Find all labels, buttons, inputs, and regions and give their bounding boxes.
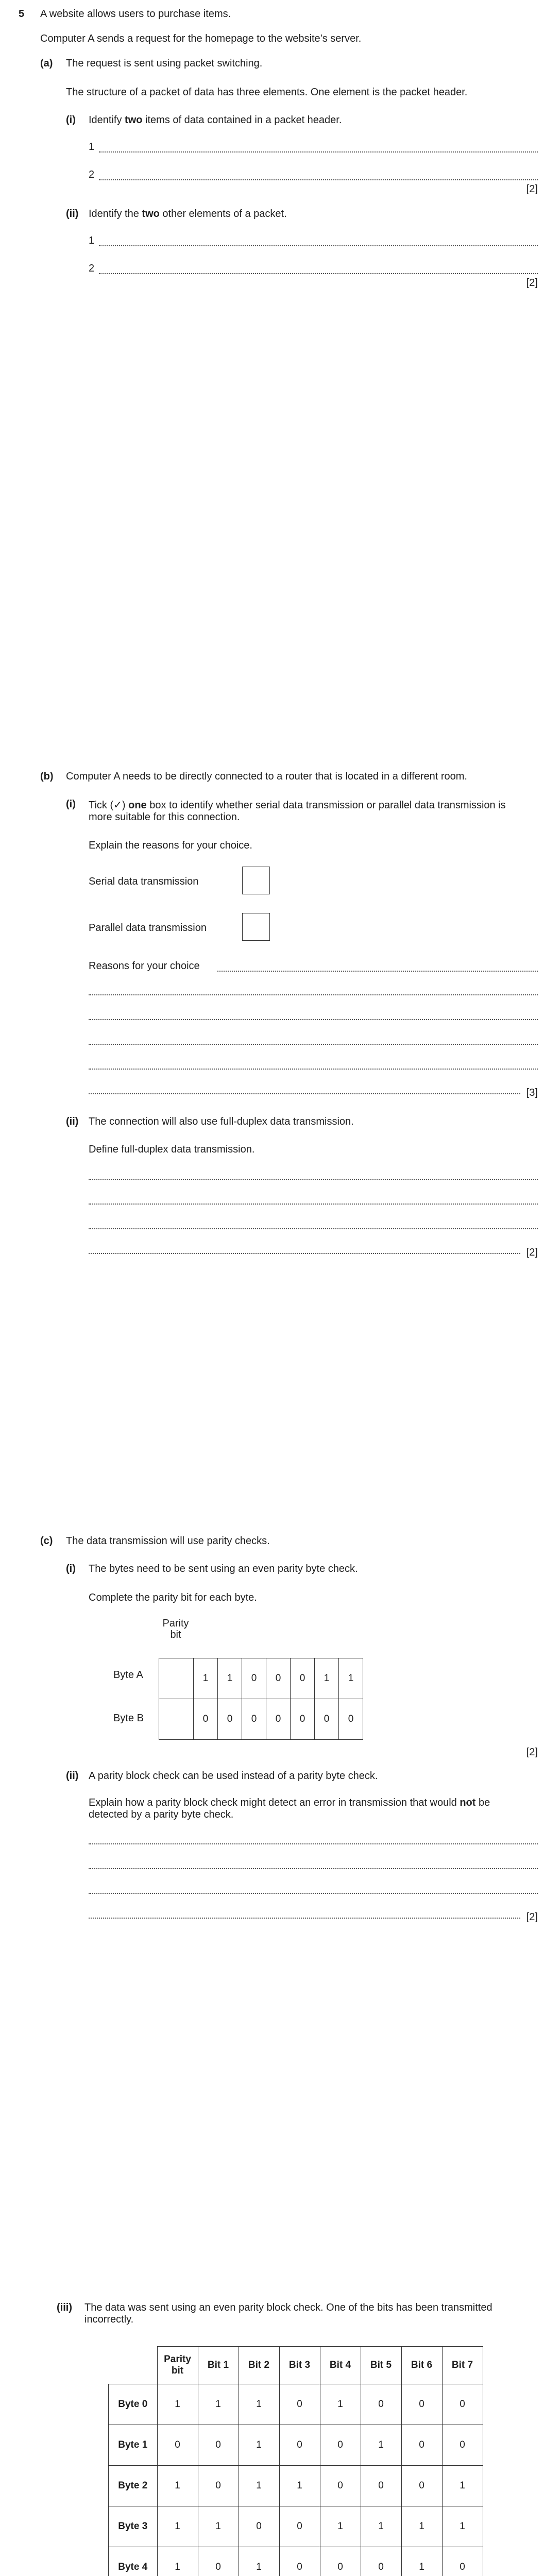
serial-option-label: Serial data transmission [89, 876, 199, 887]
answer-line[interactable] [89, 1179, 538, 1180]
answer-line[interactable] [217, 971, 538, 972]
table-row [109, 2425, 483, 2466]
row-header: Byte 4 [109, 2547, 158, 2576]
table-row [109, 2547, 483, 2576]
bit-cell: 1 [157, 2384, 198, 2425]
column-header: Bit 1 [198, 2347, 239, 2384]
part-b-ii-label: (ii) [66, 1116, 79, 1127]
bit-cell: 0 [198, 2547, 239, 2576]
bit-cell: 0 [320, 2425, 361, 2466]
bit-cell: 1 [361, 2506, 401, 2547]
part-c-i-stem: The bytes need to be sent using an even parity byte check. [89, 1563, 358, 1574]
answer-line[interactable] [89, 1868, 538, 1869]
bit-cell: 0 [291, 1658, 315, 1699]
row-header: Byte 1 [109, 2425, 158, 2466]
table-header-row [109, 2347, 483, 2384]
part-b-ii-stem: The connection will also use full-duplex data transmission. [89, 1116, 354, 1127]
bit-cell: 1 [401, 2506, 442, 2547]
row-header: Byte 3 [109, 2506, 158, 2547]
answer-line[interactable] [89, 1093, 520, 1094]
parity-bit-header: Parity bit [162, 1618, 189, 1640]
answer-line[interactable] [89, 1204, 538, 1205]
answer-line[interactable] [99, 179, 538, 180]
part-b-i-question: Tick (✓) one box to identify whether serial data transmission or parallel data transmission is more suitable for this connection. [89, 800, 506, 823]
byte-b-label: Byte B [113, 1713, 144, 1724]
bit-cell: 0 [442, 2547, 483, 2576]
bit-cell: 0 [198, 2425, 239, 2466]
part-c-ii-label: (ii) [66, 1770, 79, 1782]
answer-line[interactable] [89, 1228, 538, 1229]
answer-number: 1 [89, 235, 95, 246]
bit-cell: 1 [157, 2506, 198, 2547]
parity-block-table [108, 2346, 483, 2576]
parity-bit-answer-cell[interactable] [159, 1658, 194, 1699]
bit-cell: 0 [198, 2466, 239, 2506]
bit-cell: 0 [320, 2466, 361, 2506]
answer-line[interactable] [89, 1044, 538, 1045]
bit-cell: 1 [339, 1658, 363, 1699]
part-c-iii-stem: The data was sent using an even parity block check. One of the bits has been transmitted incorrectly. [84, 2302, 492, 2325]
bit-cell: 1 [157, 2547, 198, 2576]
part-a-label: (a) [40, 58, 53, 69]
bit-cell: 1 [157, 2466, 198, 2506]
marks: [2] [526, 1247, 538, 1258]
parallel-option-label: Parallel data transmission [89, 922, 207, 934]
bit-cell: 0 [279, 2547, 320, 2576]
answer-line[interactable] [89, 1253, 520, 1254]
bit-cell: 0 [401, 2384, 442, 2425]
bit-cell: 0 [279, 2384, 320, 2425]
bit-cell: 0 [279, 2506, 320, 2547]
column-header: Parity bit [157, 2347, 198, 2384]
bit-cell: 0 [194, 1699, 218, 1740]
bit-cell: 1 [239, 2425, 279, 2466]
byte-a-label: Byte A [113, 1669, 143, 1681]
intro-text-2: Computer A sends a request for the homepage to the website’s server. [40, 33, 362, 44]
answer-line[interactable] [89, 1843, 538, 1844]
bit-cell: 0 [401, 2425, 442, 2466]
part-a-i-label: (i) [66, 114, 76, 126]
part-c-ii-stem: A parity block check can be used instead of a parity byte check. [89, 1770, 378, 1782]
bit-cell: 1 [315, 1658, 339, 1699]
table-row [109, 2384, 483, 2425]
bit-cell: 1 [401, 2547, 442, 2576]
bit-cell: 0 [401, 2466, 442, 2506]
part-b-ii-define: Define full-duplex data transmission. [89, 1144, 255, 1155]
question-number: 5 [19, 8, 25, 20]
reasons-label: Reasons for your choice [89, 960, 200, 972]
answer-line[interactable] [99, 273, 538, 274]
bit-cell: 0 [266, 1699, 291, 1740]
answer-number: 2 [89, 169, 95, 180]
bit-cell: 1 [320, 2506, 361, 2547]
bit-cell: 1 [218, 1658, 242, 1699]
marks: [2] [526, 1747, 538, 1758]
bit-cell: 0 [218, 1699, 242, 1740]
answer-number: 1 [89, 141, 95, 152]
serial-tick-box[interactable] [242, 867, 270, 894]
bit-cell: 0 [361, 2466, 401, 2506]
bit-cell: 0 [157, 2425, 198, 2466]
table-row [109, 2506, 483, 2547]
bit-cell: 0 [339, 1699, 363, 1740]
bit-cell: 1 [239, 2547, 279, 2576]
answer-line[interactable] [89, 1893, 538, 1894]
answer-line[interactable] [89, 994, 538, 995]
bit-cell: 0 [361, 2384, 401, 2425]
column-header: Bit 4 [320, 2347, 361, 2384]
answer-line[interactable] [89, 1069, 538, 1070]
bit-cell: 0 [442, 2425, 483, 2466]
bit-cell: 0 [266, 1658, 291, 1699]
part-c-i-instruction: Complete the parity bit for each byte. [89, 1592, 257, 1603]
table-row [159, 1699, 363, 1740]
bit-cell: 1 [239, 2466, 279, 2506]
bit-cell: 1 [198, 2384, 239, 2425]
bit-cell: 1 [361, 2425, 401, 2466]
parity-bit-answer-cell[interactable] [159, 1699, 194, 1740]
bit-cell: 1 [239, 2384, 279, 2425]
column-header: Bit 6 [401, 2347, 442, 2384]
bit-cell: 1 [442, 2506, 483, 2547]
part-a-stem: The request is sent using packet switching. [66, 58, 263, 69]
bit-cell: 1 [194, 1658, 218, 1699]
answer-line[interactable] [99, 245, 538, 246]
part-c-stem: The data transmission will use parity checks. [66, 1535, 270, 1547]
marks: [2] [526, 277, 538, 289]
bit-cell: 0 [442, 2384, 483, 2425]
bit-cell: 0 [242, 1699, 266, 1740]
part-b-i-label: (i) [66, 799, 76, 810]
part-a-ii-label: (ii) [66, 208, 79, 219]
bit-cell: 0 [361, 2547, 401, 2576]
table-row [109, 2466, 483, 2506]
intro-text: A website allows users to purchase items. [40, 8, 231, 20]
bit-cell: 0 [242, 1658, 266, 1699]
part-b-stem: Computer A needs to be directly connected to a router that is located in a different room. [66, 771, 467, 782]
marks: [3] [526, 1087, 538, 1098]
bit-cell: 1 [320, 2384, 361, 2425]
bit-cell: 0 [279, 2425, 320, 2466]
parallel-tick-box[interactable] [242, 913, 270, 941]
marks: [2] [526, 183, 538, 195]
row-header: Byte 0 [109, 2384, 158, 2425]
bit-cell: 0 [315, 1699, 339, 1740]
answer-line[interactable] [99, 151, 538, 152]
parity-byte-table [159, 1658, 363, 1740]
answer-number: 2 [89, 263, 95, 274]
part-a-stem-2: The structure of a packet of data has three elements. One element is the packet header. [66, 87, 468, 98]
table-row [159, 1658, 363, 1699]
explain-instruction: Explain the reasons for your choice. [89, 840, 252, 851]
row-header: Byte 2 [109, 2466, 158, 2506]
marks: [2] [526, 1911, 538, 1923]
part-c-ii-question: Explain how a parity block check might detect an error in transmission that would not be detected by a parity byte check. [89, 1797, 490, 1820]
part-c-iii-label: (iii) [57, 2302, 72, 2313]
part-c-i-label: (i) [66, 1563, 76, 1574]
part-a-ii-question: Identify the two other elements of a packet. [89, 208, 287, 219]
bit-cell: 0 [320, 2547, 361, 2576]
part-c-label: (c) [40, 1535, 53, 1547]
bit-cell: 1 [198, 2506, 239, 2547]
part-a-i-question: Identify two items of data contained in a packet header. [89, 114, 342, 126]
bit-cell: 0 [239, 2506, 279, 2547]
part-b-label: (b) [40, 771, 54, 782]
bit-cell: 1 [279, 2466, 320, 2506]
column-header: Bit 5 [361, 2347, 401, 2384]
answer-line[interactable] [89, 1019, 538, 1020]
bit-cell: 1 [442, 2466, 483, 2506]
column-header: Bit 2 [239, 2347, 279, 2384]
column-header: Bit 7 [442, 2347, 483, 2384]
bit-cell: 0 [291, 1699, 315, 1740]
column-header: Bit 3 [279, 2347, 320, 2384]
answer-line[interactable] [89, 1918, 520, 1919]
